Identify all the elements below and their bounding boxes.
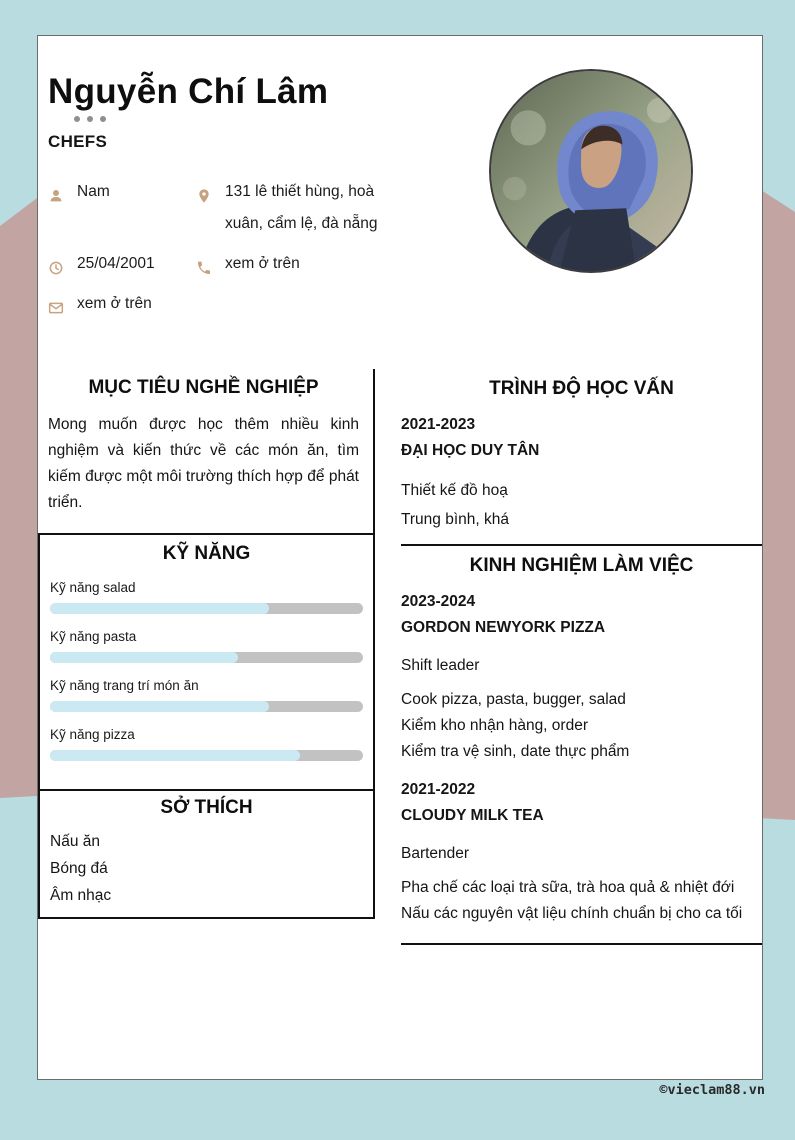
skill-label: Kỹ năng salad: [50, 580, 136, 595]
job-role: Bartender: [401, 845, 470, 862]
contact-phone-text: xem ở trên: [225, 255, 300, 272]
objective-section: [38, 369, 375, 533]
objective-heading: MỤC TIÊU NGHỀ NGHIỆP: [88, 377, 319, 398]
left-column: [38, 369, 375, 919]
skill-bar-fill: [50, 701, 269, 712]
skill-label: Kỹ năng pizza: [50, 727, 135, 742]
job-role: Shift leader: [401, 657, 480, 674]
clock-icon: [48, 256, 64, 272]
decorative-dots: [74, 116, 106, 122]
skill-bar-fill: [50, 603, 269, 614]
phone-icon: [196, 256, 212, 272]
education-major: Thiết kế đồ hoạ: [401, 482, 508, 499]
hobbies-heading: SỞ THÍCH: [160, 797, 253, 818]
skill-item: [50, 678, 363, 712]
job-detail: Nấu các nguyên vật liệu chính chuẩn bị cho ca tối: [401, 905, 743, 922]
education-section: [401, 378, 762, 529]
skill-bar-track: [50, 750, 363, 761]
contact-gender-text: Nam: [77, 183, 110, 200]
experience-heading: KINH NGHIỆM LÀM VIỆC: [469, 555, 694, 576]
skill-bar-track: [50, 603, 363, 614]
cv-header: [38, 36, 762, 369]
job-company: GORDON NEWYORK PIZZA: [401, 619, 606, 636]
job-company: CLOUDY MILK TEA: [401, 807, 544, 824]
skill-bar-track: [50, 652, 363, 663]
education-grade: Trung bình, khá: [401, 511, 509, 528]
education-heading: TRÌNH ĐỘ HỌC VẤN: [489, 378, 674, 399]
contact-email-text: xem ở trên: [77, 295, 152, 312]
job-details: [401, 875, 762, 927]
experience-job: [401, 593, 762, 765]
watermark: ©vieclam88.vn: [659, 1082, 765, 1098]
contact-phone: [196, 248, 416, 280]
skills-heading: KỸ NĂNG: [162, 543, 251, 564]
skills-section: [38, 533, 375, 791]
contact-section: [48, 176, 416, 320]
decorative-shape-right: [758, 188, 795, 820]
education-period: 2021-2023: [401, 416, 476, 433]
job-detail: Cook pizza, pasta, bugger, salad: [401, 691, 626, 708]
section-divider: [401, 544, 762, 546]
hobbies-section: [38, 789, 375, 919]
job-detail: Pha chế các loại trà sữa, trà hoa quả & nhiệt đới: [401, 879, 735, 896]
contact-address-text: 131 lê thiết hùng, hoà xuân, cẩm lệ, đà nẵng: [225, 183, 378, 232]
contact-birthday: [48, 248, 188, 280]
profile-photo: [489, 69, 693, 273]
objective-text: Mong muốn được học thêm nhiều kinh nghiệm và kiến thức về các món ăn, tìm kiếm được một môi trường thích hợp để phát triển.: [48, 416, 359, 511]
skill-item: [50, 580, 363, 614]
right-column: [401, 369, 762, 945]
education-school: ĐẠI HỌC DUY TÂN: [401, 442, 540, 459]
cv-card: [37, 35, 763, 1080]
person-icon: [48, 184, 64, 200]
job-title: CHEFS: [48, 132, 108, 151]
contact-email: [48, 288, 188, 320]
hobby-item: Nấu ăn: [50, 833, 100, 850]
experience-job: [401, 781, 762, 927]
skill-bar-fill: [50, 750, 300, 761]
job-details: [401, 687, 762, 765]
contact-birthday-text: 25/04/2001: [77, 255, 155, 272]
job-period: 2023-2024: [401, 593, 476, 610]
skill-label: Kỹ năng pasta: [50, 629, 137, 644]
skill-item: [50, 629, 363, 663]
job-detail: Kiểm kho nhận hàng, order: [401, 717, 588, 734]
cv-body: [38, 369, 762, 945]
location-icon: [196, 184, 212, 200]
skill-item: [50, 727, 363, 761]
envelope-icon: [48, 296, 64, 312]
skill-label: Kỹ năng trang trí món ăn: [50, 678, 199, 693]
decorative-shape-left: [0, 198, 37, 798]
person-name: Nguyễn Chí Lâm: [48, 72, 329, 111]
skill-bar-track: [50, 701, 363, 712]
hobby-item: Bóng đá: [50, 860, 108, 877]
hobby-item: Âm nhạc: [50, 887, 112, 904]
job-detail: Kiểm tra vệ sinh, date thực phẩm: [401, 743, 630, 760]
profile-photo-illustration: [491, 71, 691, 271]
contact-address: [196, 176, 416, 240]
section-divider: [401, 943, 762, 945]
experience-section: [401, 555, 762, 927]
job-period: 2021-2022: [401, 781, 476, 798]
contact-gender: [48, 176, 188, 240]
skill-bar-fill: [50, 652, 238, 663]
